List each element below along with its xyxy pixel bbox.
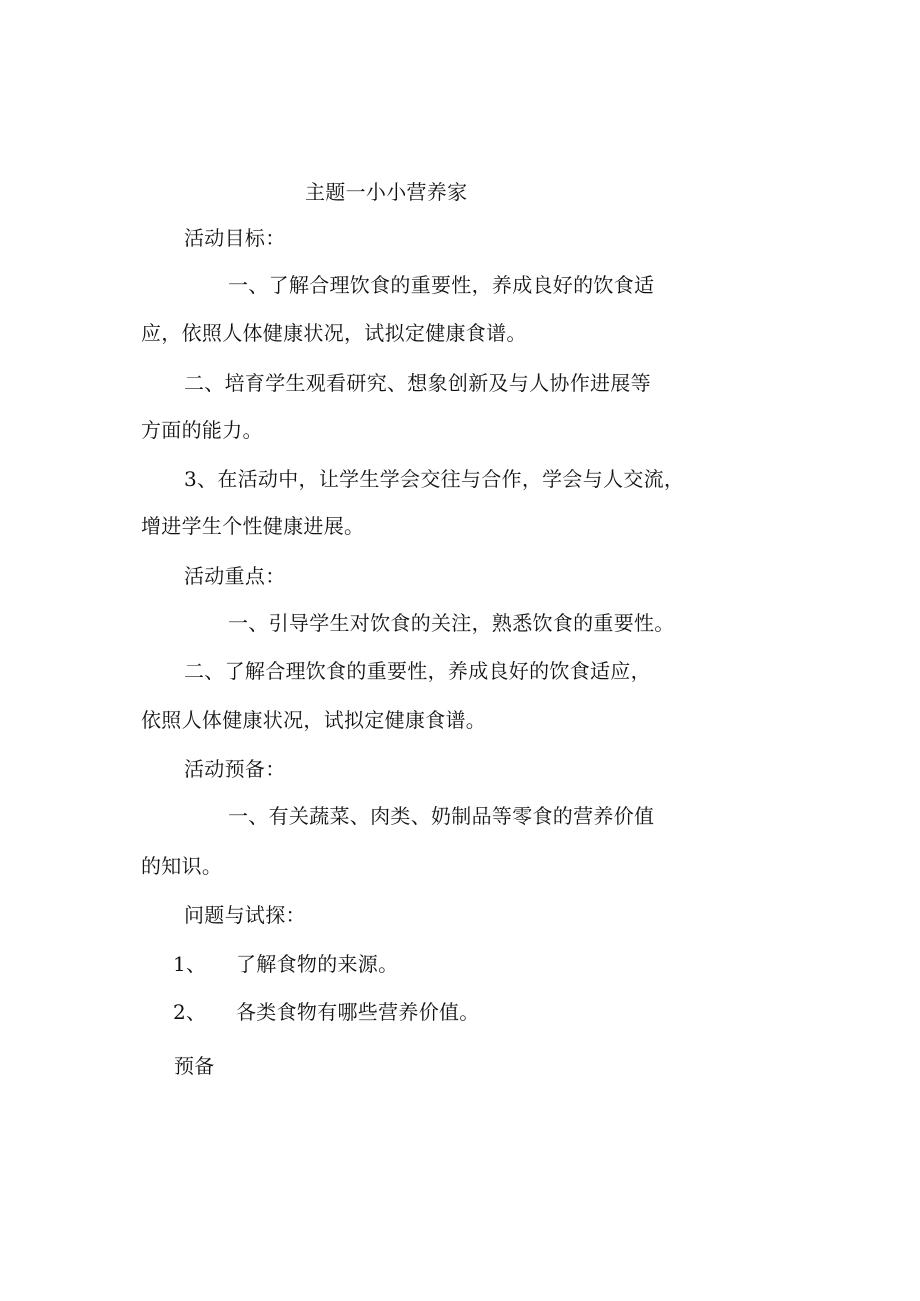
question-text: 各类食物有哪些营养价值。 — [236, 1000, 480, 1024]
question-text: 了解食物的来源。 — [236, 952, 399, 976]
key-points-item2-line1: 二、了解合理饮食的重要性，养成良好的饮食适应， — [184, 659, 651, 683]
question-number: 2、 — [173, 1000, 207, 1024]
preparation-item1-line2: 的知识。 — [141, 854, 223, 878]
document-title: 主题一小小营养家 — [305, 180, 468, 204]
goals-item3-line1: 3、在活动中，让学生学会交往与合作，学会与人交流， — [184, 467, 685, 491]
goals-item2-line2: 方面的能力。 — [141, 418, 263, 442]
goals-item3-line2: 增进学生个性健康进展。 — [141, 514, 365, 538]
questions-heading: 问题与试探： — [184, 903, 306, 927]
key-points-item2-line2: 依照人体健康状况，试拟定健康食谱。 — [141, 708, 487, 732]
goals-item1-line2: 应，依照人体健康状况，试拟定健康食谱。 — [141, 321, 527, 345]
goals-item2-line1: 二、培育学生观看研究、想象创新及与人协作进展等 — [184, 371, 651, 395]
goals-item1-line1: 一、了解合理饮食的重要性，养成良好的饮食适 — [228, 273, 655, 297]
preparation-heading: 活动预备： — [184, 757, 286, 781]
trailing-heading: 预备 — [174, 1054, 215, 1078]
goals-heading: 活动目标： — [184, 226, 286, 250]
key-points-heading: 活动重点： — [184, 564, 286, 588]
question-number: 1、 — [173, 952, 207, 976]
key-points-item1: 一、引导学生对饮食的关注，熟悉饮食的重要性。 — [228, 611, 675, 635]
preparation-item1-line1: 一、有关蔬菜、肉类、奶制品等零食的营养价值 — [228, 804, 655, 828]
